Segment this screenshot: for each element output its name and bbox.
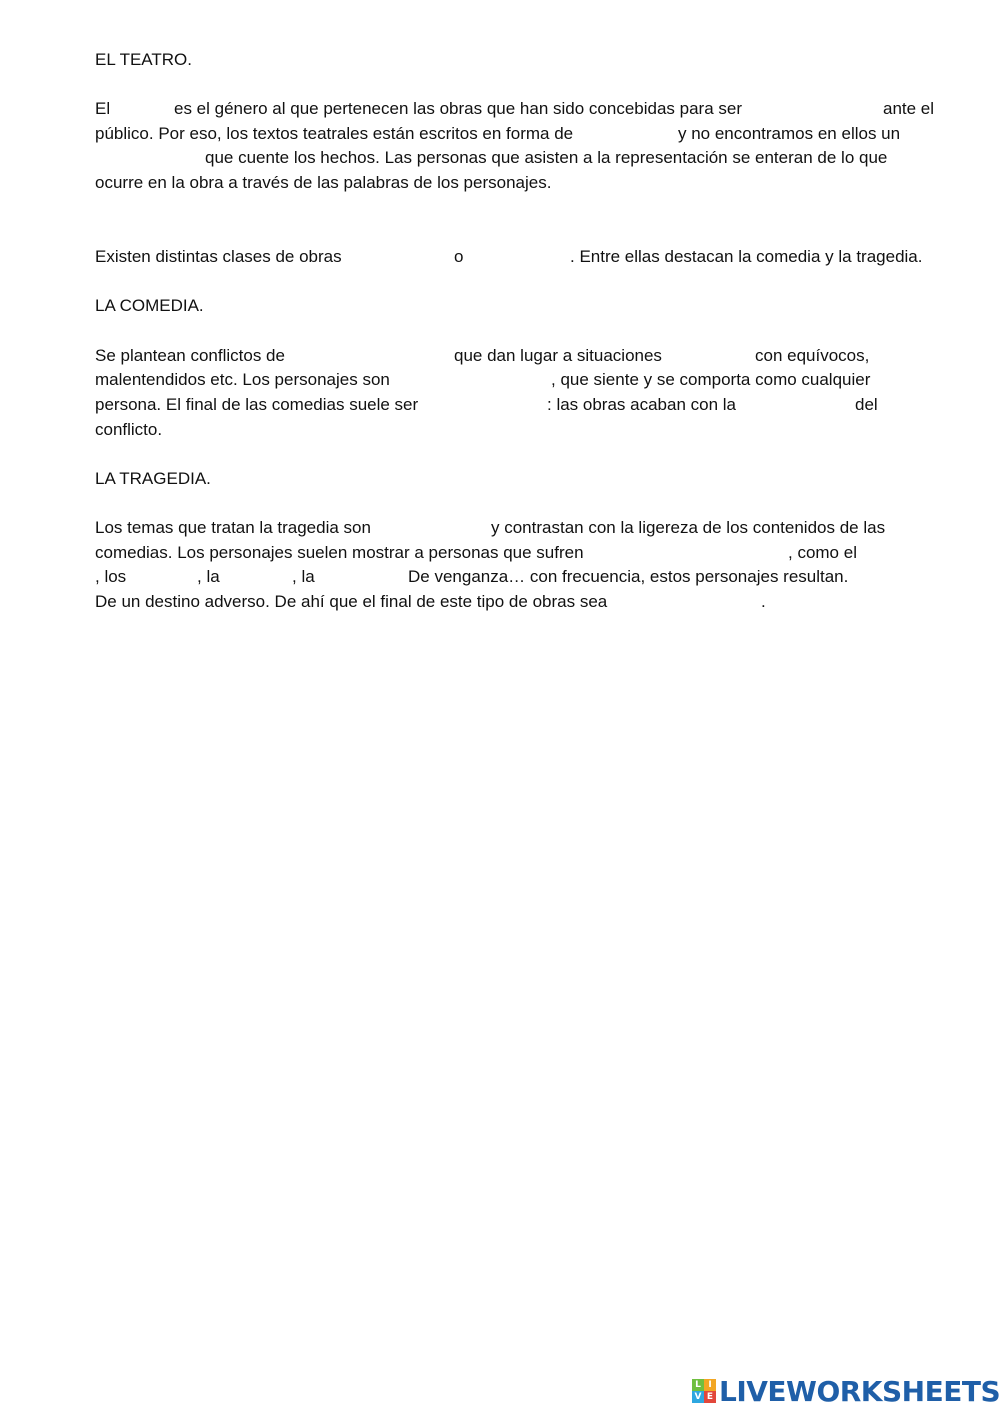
tragedia-text: Los temas que tratan la tragedia son (95, 518, 371, 537)
tragedia-text: , la (197, 567, 220, 586)
tragedia-text: , la (292, 567, 315, 586)
tragedia-text: comedias. Los personajes suelen mostrar a personas que sufren (95, 543, 584, 562)
blank-input[interactable] (782, 98, 880, 120)
comedia-text: conflicto. (95, 420, 163, 439)
comedia-text: persona. El final de las comedias suele ser (95, 395, 419, 414)
blank-input[interactable] (440, 394, 544, 416)
blank-input[interactable] (470, 246, 566, 268)
tragedia-text: , como el (788, 543, 857, 562)
blank-input[interactable] (95, 147, 201, 169)
comedia-text: del (855, 395, 878, 414)
tragedia-text: . (761, 592, 766, 611)
teatro-text: público. Por eso, los textos teatrales están escritos en forma de (95, 124, 574, 143)
comedia-text: : las obras acaban con la (547, 395, 737, 414)
blank-input[interactable] (681, 345, 751, 367)
teatro-text: que cuente los hechos. Las personas que asisten a la representación se enteran de lo que (205, 148, 888, 167)
clases-text: Existen distintas clases de obras (95, 247, 342, 266)
tragedia-text: De un destino adverso. De ahí que el final de este tipo de obras sea (95, 592, 608, 611)
teatro-text: es el género al que pertenecen las obras que han sido concebidas para ser (174, 99, 742, 118)
blank-input[interactable] (619, 542, 785, 564)
clases-text: . Entre ellas destacan la comedia y la tragedia. (570, 247, 923, 266)
blank-input[interactable] (320, 566, 404, 588)
blank-input[interactable] (396, 517, 486, 539)
section-title-teatro: EL TEATRO. (95, 50, 192, 69)
blank-input[interactable] (112, 98, 170, 120)
blank-input[interactable] (866, 542, 926, 564)
blank-input[interactable] (134, 566, 194, 588)
comedia-text: Se plantean conflictos de (95, 346, 285, 365)
blank-input[interactable] (414, 369, 548, 391)
teatro-text: ante el (883, 99, 935, 118)
comedia-text: , que siente y se comporta como cualquier (551, 370, 871, 389)
tragedia-text: De venganza… con frecuencia, estos personajes resultan. (408, 567, 849, 586)
blank-input[interactable] (748, 394, 850, 416)
blank-input[interactable] (303, 345, 449, 367)
tragedia-text: , los (95, 567, 127, 586)
section-title-comedia: LA COMEDIA. (95, 296, 204, 315)
liveworksheets-wordmark: LIVEWORKSHEETS (719, 1374, 1000, 1408)
blank-input[interactable] (224, 566, 290, 588)
liveworksheets-mark-icon: L I V E (692, 1379, 716, 1403)
blank-input[interactable] (612, 123, 674, 145)
clases-text: o (454, 247, 464, 266)
comedia-text: malentendidos etc. Los personajes son (95, 370, 390, 389)
teatro-text: ocurre en la obra a través de las palabras de los personajes. (95, 173, 552, 192)
comedia-text: que dan lugar a situaciones (454, 346, 662, 365)
section-title-tragedia: LA TRAGEDIA. (95, 469, 211, 488)
teatro-text: El (95, 99, 111, 118)
liveworksheets-logo (692, 1374, 1000, 1408)
blank-input[interactable] (647, 591, 757, 613)
tragedia-text: y contrastan con la ligereza de los contenidos de las (491, 518, 886, 537)
comedia-text: con equívocos, (755, 346, 870, 365)
blank-input[interactable] (358, 246, 450, 268)
teatro-text: y no encontramos en ellos un (678, 124, 901, 143)
